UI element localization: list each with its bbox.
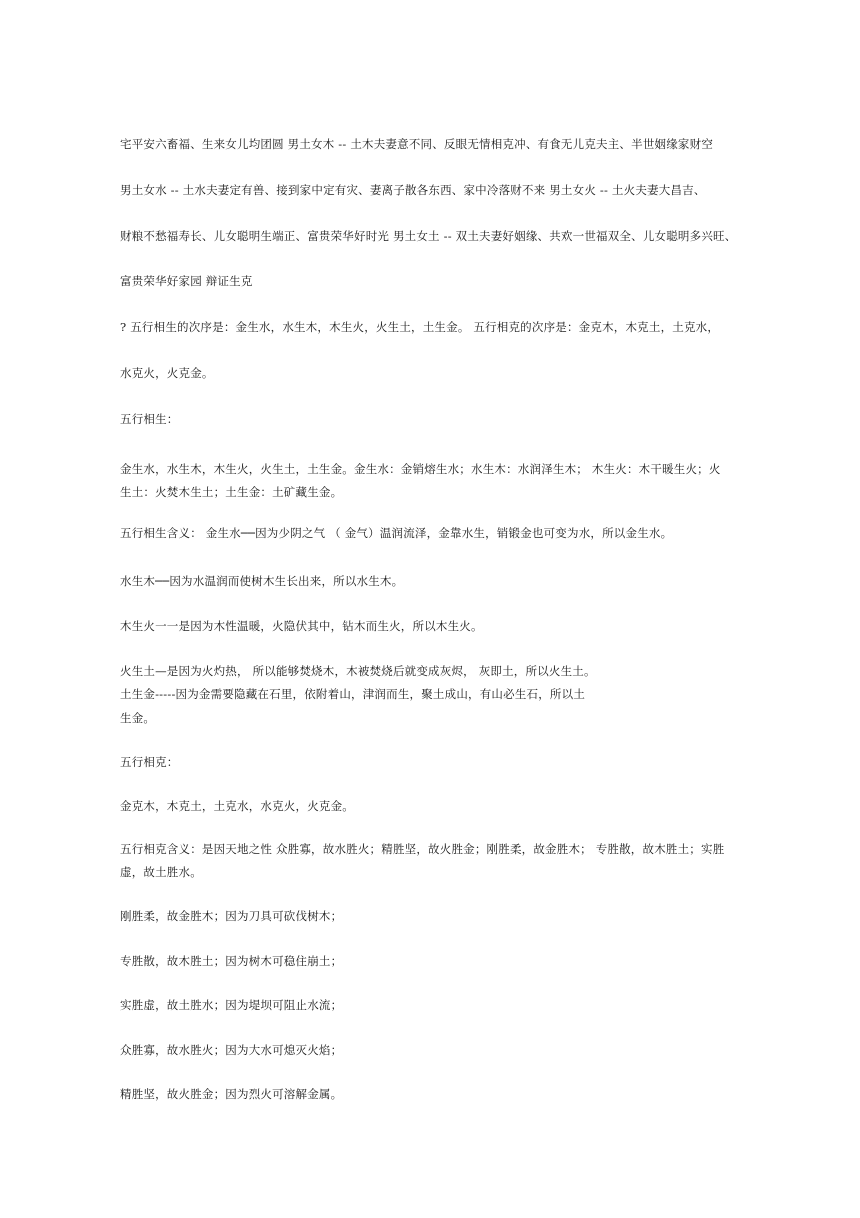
text-line-7: 五行相生： [120,412,179,426]
text-line-2: 男土女水 -- 土水夫妻定有兽、接到家中定有灾、妻离子散各东西、家中冷落财不来 男土女火 -- 土火夫妻大昌吉、 [120,183,706,197]
text-line-1: 宅平安六畜福、生来女儿均团圆 男土女木 -- 土木夫妻意不同、反眼无情相克冲、有食无儿克夫主、半世姻缘家财空 [120,137,714,151]
text-line-19: 虚，故土胜水。 [120,865,202,879]
text-line-10: 五行相生含义： 金生水──因为少阴之气 （ 金气）温润流泽，金靠水生，销锻金也可变为水，所以金生水。 [120,526,673,540]
text-line-6: 水克火，火克金。 [120,366,214,380]
text-line-13: 火生土—是因为火灼热， 所以能够焚烧木，木被焚烧后就变成灰烬， 灰即土，所以火生土。 [120,664,596,678]
text-line-20: 刚胜柔，故金胜木；因为刀具可砍伐树木； [120,909,343,923]
text-line-22: 实胜虚，故土胜水；因为堤坝可阻止水流； [120,998,343,1012]
text-line-5: ? 五行相生的次序是：金生水，水生木，木生火，火生土，土生金。 五行相克的次序是：金克木，木克土，土克水， [120,320,720,334]
text-line-15: 生金。 [120,711,156,725]
text-line-12: 木生火一一是因为木性温暖，火隐伏其中，钻木而生火，所以木生火。 [120,619,483,633]
text-line-24: 精胜坚，故火胜金；因为烈火可溶解金属。 [120,1087,343,1101]
text-line-23: 众胜寡，故水胜火；因为大水可熄灭火焰； [120,1043,343,1057]
text-line-9: 生土：火焚木生土；土生金：土矿藏生金。 [120,485,343,499]
text-line-8: 金生水，水生木，木生火，火生土，土生金。金生水：金销熔生水；水生木：水润泽生木； 木生火：木干暖生火；火 [120,462,721,476]
text-line-14: 土生金-----因为金需要隐藏在石里，依附着山，津润而生，聚土成山，有山必生石，所以土 [120,687,586,701]
text-line-3: 财粮不愁福寿长、儿女聪明生端正、富贵荣华好时光 男土女土 -- 双土夫妻好姻缘、共欢一世福双全、儿女聪明多兴旺、 [120,229,737,243]
text-line-11: 水生木──因为水温润而使树木生长出来，所以水生木。 [120,574,404,588]
text-line-17: 金克木，木克土，土克水，水克火，火克金。 [120,799,354,813]
text-line-4: 富贵荣华好家园 辩证生克 [120,274,253,288]
text-line-18: 五行相克含义：是因天地之性 众胜寡，故水胜火；精胜坚，故火胜金；刚胜柔，故金胜木； 专胜散，故木胜土；实胜 [120,842,725,856]
text-line-16: 五行相克： [120,755,179,769]
text-line-21: 专胜散，故木胜土；因为树木可稳住崩土； [120,954,343,968]
